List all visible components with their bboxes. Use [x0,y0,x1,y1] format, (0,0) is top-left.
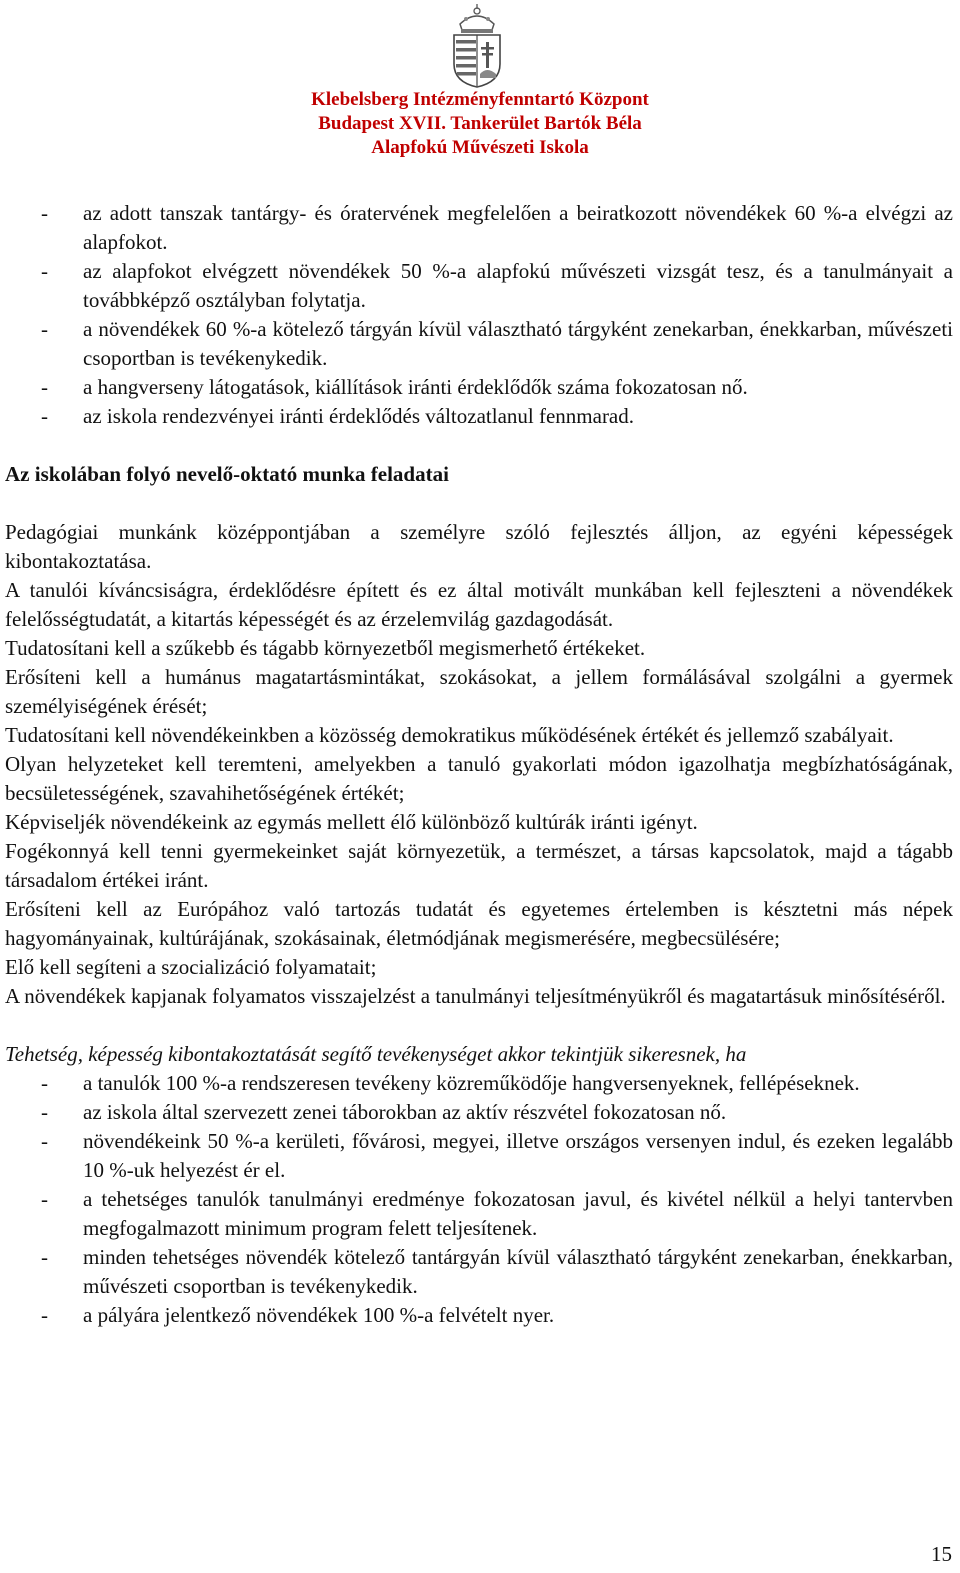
dash: - [41,1303,48,1327]
dash: - [41,404,48,428]
list-item [5,373,953,402]
list-item [5,257,953,315]
org-line-2: Budapest XVII. Tankerület Bartók Béla [318,113,642,134]
list-item-text: növendékeink 50 %-a kerületi, fővárosi, megyei, illetve országos versenyen indul, és ezeken legalább 10 %-uk helyezést ér el. [83,1129,953,1182]
paragraph: Olyan helyzeteket kell teremteni, amelyekben a tanuló gyakorlati módon igazolhatja megbízhatóságának, becsületességének, szavahihetőségének értékét; [5,752,953,805]
section-heading: Az iskolában folyó nevelő-oktató munka feladatai [5,462,449,486]
list-item [5,402,953,431]
list-item-text: az iskola által szervezett zenei táborokban az aktív részvétel fokozatosan nő. [83,1100,727,1124]
paragraph: A növendékek kapjanak folyamatos visszajelzést a tanulmányi teljesítményükről és magatartásuk minősítéséről. [5,984,946,1008]
org-line-3: Alapfokú Művészeti Iskola [371,137,589,158]
list-item [5,1243,953,1301]
paragraph: Elő kell segíteni a szocializáció folyamatait; [5,955,377,979]
list-item-text: az alapfokot elvégzett növendékek 50 %-a alapfokú művészeti vizsgát tesz, és a tanulmányait a továbbképző osztályban folytatja. [83,259,953,312]
paragraph: Fogékonnyá kell tenni gyermekeinket saját környezetük, a természet, a társas kapcsolatok, majd a tágabb társadalom értékei iránt. [5,839,953,892]
dash: - [41,259,48,283]
talent-intro: Tehetség, képesség kibontakoztatását segítő tevékenységet akkor tekintjük sikeresnek, ha [5,1042,747,1066]
dash: - [41,201,48,225]
paragraph: Képviseljék növendékeink az egymás mellett élő különböző kultúrák iránti igényt. [5,810,698,834]
dash: - [41,1245,48,1269]
list-item [5,1301,953,1330]
paragraph: Pedagógiai munkánk középpontjában a személyre szóló fejlesztés álljon, az egyéni képességek kibontakoztatása. [5,520,953,573]
list-item [5,1127,953,1185]
talent-list [5,1069,953,1330]
list-item-text: a tanulók 100 %-a rendszeresen tevékeny közreműködője hangversenyeknek, fellépéseknek. [83,1071,860,1095]
org-line-1: Klebelsberg Intézményfenntartó Központ [311,89,649,110]
list-item-text: az iskola rendezvényei iránti érdeklődés változatlanul fennmarad. [83,404,635,428]
page-number: 15 [931,1542,952,1566]
dash: - [41,317,48,341]
paragraph: A tanulói kíváncsiságra, érdeklődésre épített és ez által motivált munkában kell fejleszteni a növendékek felelősségtudatát, a kitartás képességét és az érzelemvilág gazdagodását. [5,578,953,631]
list-item [5,1098,953,1127]
dash: - [41,1071,48,1095]
dash: - [41,1187,48,1211]
list-item-text: minden tehetséges növendék kötelező tantárgyán kívül választható tárgyként zenekarban, énekkarban, művészeti csoportban is tevékenykedik. [83,1245,953,1298]
list-item-text: a pályára jelentkező növendékek 100 %-a felvételt nyer. [83,1303,555,1327]
goals-list [5,199,953,431]
list-item-text: a hangverseny látogatások, kiállítások iránti érdeklődők száma fokozatosan nő. [83,375,748,399]
paragraph: Erősíteni kell az Európához való tartozás tudatát és egyetemes értelemben is késztetni más népek hagyományainak, kultúrájának, szokásainak, életmódjának megismerésére, megbecsülésére; [5,897,953,950]
document-body [5,199,953,1330]
paragraph: Erősíteni kell a humánus magatartásmintákat, szokásokat, a jellem formálásával szolgálni a gyermek személyiségének érését; [5,665,953,718]
dash: - [41,1129,48,1153]
hungarian-coat-of-arms-icon [446,2,508,88]
dash: - [41,375,48,399]
list-item [5,1185,953,1243]
spacer [5,1011,953,1040]
list-item-text: az adott tanszak tantárgy- és óratervének megfelelően a beiratkozott növendékek 60 %-a elvégzi az alapfokot. [83,201,953,254]
list-item-text: a növendékek 60 %-a kötelező tárgyán kívül választható tárgyként zenekarban, énekkarban, művészeti csoportban is tevékenykedik. [83,317,953,370]
list-item [5,315,953,373]
list-item [5,1069,953,1098]
list-item [5,199,953,257]
list-item-text: a tehetséges tanulók tanulmányi eredménye fokozatosan javul, és kivétel nélkül a helyi tantervben megfogalmazott minimum program felett teljesítenek. [83,1187,953,1240]
paragraph: Tudatosítani kell növendékeinkben a közösség demokratikus működésének értékét és jellemző szabályait. [5,723,894,747]
page-header [0,0,960,165]
paragraph: Tudatosítani kell a szűkebb és tágabb környezetből megismerhető értékeket. [5,636,646,660]
dash: - [41,1100,48,1124]
school-name [0,88,960,160]
